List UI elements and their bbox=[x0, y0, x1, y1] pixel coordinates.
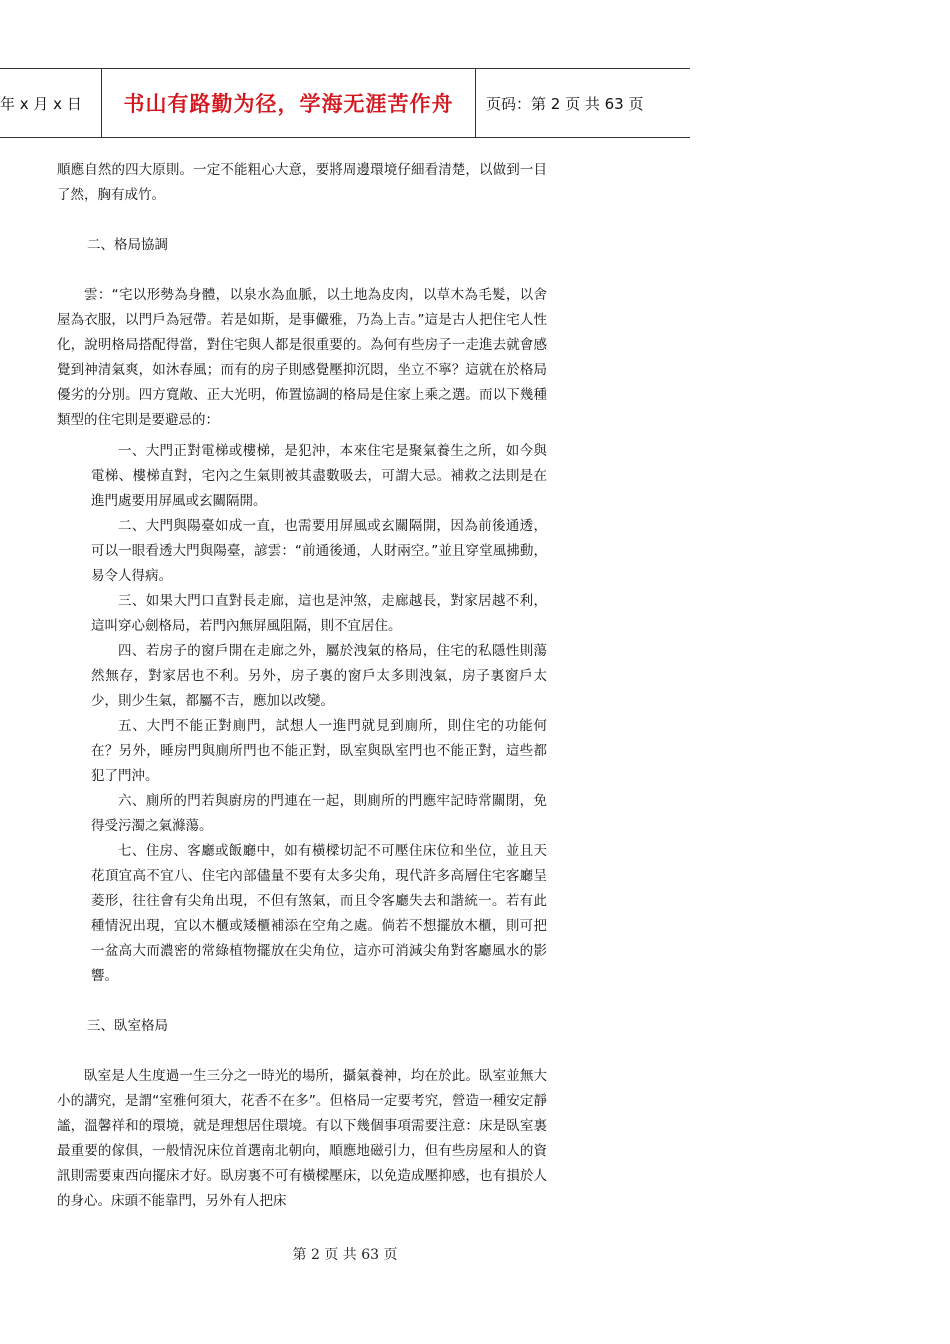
document-body bbox=[57, 158, 547, 1214]
section-heading-layout: 二、格局協調 bbox=[87, 237, 168, 253]
page-header bbox=[0, 68, 690, 138]
paragraph-continuation: 順應自然的四大原則。一定不能粗心大意，要將周邊環境仔細看清楚，以做到一目了然，胸有成竹。 bbox=[57, 162, 547, 203]
list-item: 五、大門不能正對廁門，試想人一進門就見到廁所，則住宅的功能何在？另外，睡房門與廁所門也不能正對，臥室與臥室門也不能正對，這些都犯了門沖。 bbox=[91, 718, 547, 784]
header-motto: 书山有路勤为径，学海无涯苦作舟 bbox=[102, 69, 476, 137]
list-item: 六、廁所的門若與廚房的門連在一起，則廁所的門應牢記時常關閉，免得受污濁之氣滌蕩。 bbox=[91, 793, 547, 834]
list-item: 四、若房子的窗戶開在走廊之外，屬於洩氣的格局，住宅的私隱性則蕩然無存，對家居也不利。另外，房子裏的窗戶太多則洩氣，房子裏窗戶太少，則少生氣，都屬不吉，應加以改變。 bbox=[91, 643, 547, 709]
paragraph-bedroom: 臥室是人生度過一生三分之一時光的場所，攝氣養神，均在於此。臥室並無大小的講究，是謂“室雅何須大，花香不在多”。但格局一定要考究，營造一種安定靜謐，溫馨祥和的環境，就是理想居住環境。有以下幾個事項需要注意：床是臥室裏最重要的傢俱，一般情況床位首選南北朝向，順應地磁引力，但有些房屋和人的資訊則需要東西向擺床才好。臥房裏不可有橫樑壓床，以免造成壓抑感，也有損於人的身心。床頭不能靠門，另外有人把床 bbox=[57, 1068, 547, 1209]
list-item: 七、住房、客廳或飯廳中，如有橫樑切記不可壓住床位和坐位，並且天花頂宜高不宜八、住宅內部儘量不要有太多尖角，現代許多高層住宅客廳呈菱形，往往會有尖角出現，不但有煞氣，而且令客廳失去和諧統一。若有此種情況出現，宜以木櫃或矮櫃補添在空角之處。倘若不想擺放木櫃，則可把一盆高大而濃密的常綠植物擺放在尖角位，這亦可消減尖角對客廳風水的影響。 bbox=[91, 843, 547, 984]
section-heading-bedroom: 三、臥室格局 bbox=[87, 1018, 168, 1034]
list-item: 二、大門與陽臺如成一直，也需要用屏風或玄關隔開，因為前後通透，可以一眼看透大門與陽臺，諺雲：“前通後通，人財兩空。”並且穿堂風拂動，易令人得病。 bbox=[91, 518, 547, 584]
list-item: 三、如果大門口直對長走廊，這也是沖煞，走廊越長，對家居越不利，這叫穿心劍格局，若門內無屏風阻隔，則不宜居住。 bbox=[91, 593, 547, 634]
header-page-number: 页码：第 2 页 共 63 页 bbox=[486, 94, 644, 113]
list-item: 一、大門正對電梯或樓梯，是犯沖，本來住宅是聚氣養生之所，如今與電梯、樓梯直對，宅內之生氣則被其盡數吸去，可謂大忌。補救之法則是在進門處要用屏風或玄關隔開。 bbox=[91, 443, 547, 509]
paragraph-layout-intro: 雲：“宅以形勢為身體，以泉水為血脈，以土地為皮肉，以草木為毛髮，以舍屋為衣服，以門戶為冠帶。若是如斯，是事儼雅，乃為上吉。”這是古人把住宅人性化，說明格局搭配得當，對住宅與人都是很重要的。為何有些房子一走進去就會感覺到神清氣爽，如沐春風；而有的房子則感覺壓抑沉悶，坐立不寧？這就在於格局優劣的分別。四方寬敞、正大光明，佈置協調的格局是住家上乘之選。而以下幾種類型的住宅則是要避忌的： bbox=[57, 287, 547, 428]
page-footer: 第 2 页 共 63 页 bbox=[292, 1247, 398, 1263]
header-date: 年 x 月 x 日 bbox=[0, 69, 102, 137]
